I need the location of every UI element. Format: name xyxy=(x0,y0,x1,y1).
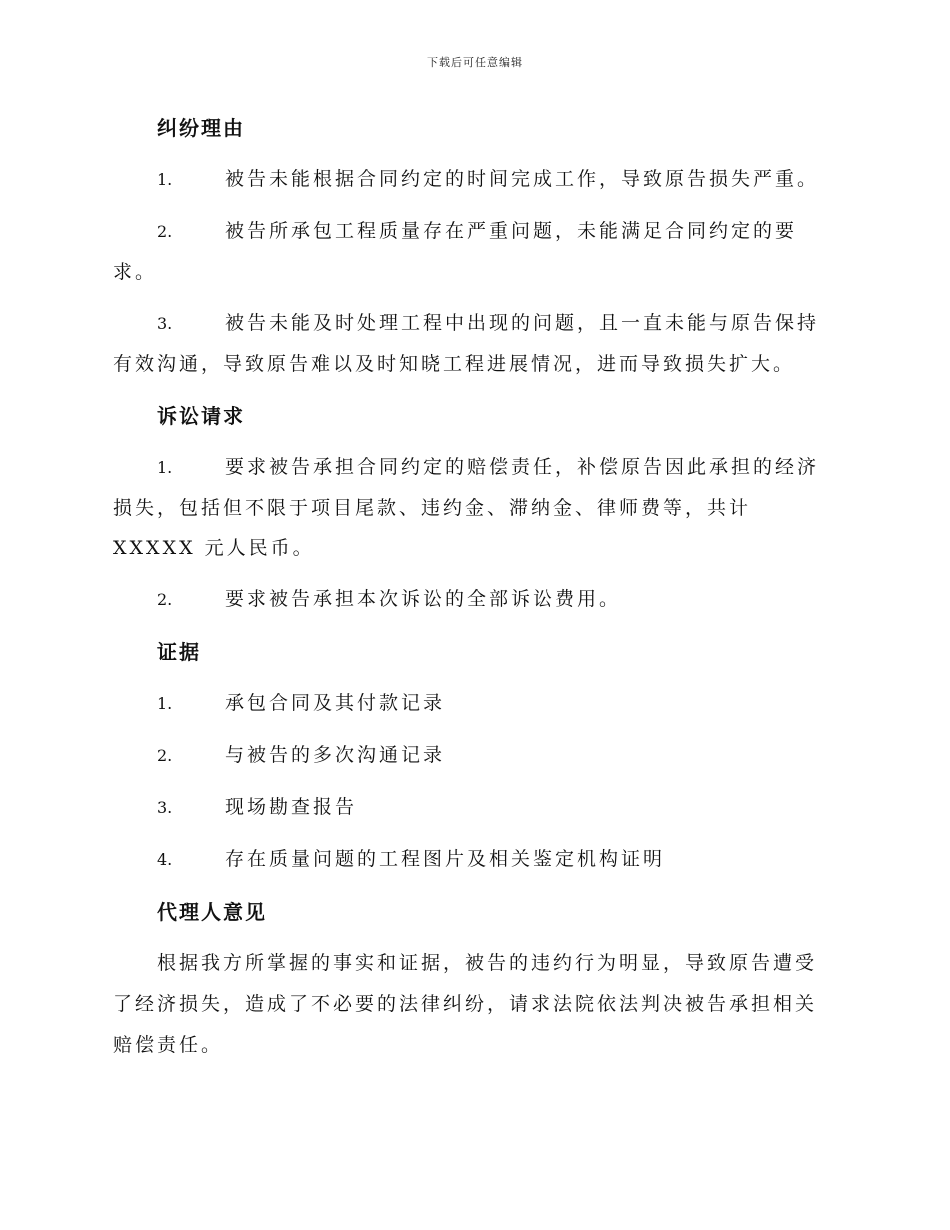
section-agent-opinion xyxy=(113,892,833,1066)
list-item xyxy=(113,787,833,828)
item-text: 被告所承包工程质量存在严重问题，未能满足合同约定的要求。 xyxy=(113,220,798,283)
section-dispute-reasons xyxy=(113,108,833,384)
section-evidence xyxy=(113,632,833,880)
section-heading: 诉讼请求 xyxy=(157,404,245,428)
item-number: 2. xyxy=(157,590,173,609)
document-body xyxy=(113,108,833,1078)
item-number: 4. xyxy=(157,850,173,869)
list-item xyxy=(113,683,833,724)
list-item xyxy=(113,303,833,384)
header-note: 下载后可任意编辑 xyxy=(427,56,523,69)
section-litigation-requests xyxy=(113,396,833,620)
section-heading: 代理人意见 xyxy=(157,900,267,924)
item-text: 与被告的多次沟通记录 xyxy=(225,744,446,766)
section-heading: 证据 xyxy=(157,640,201,664)
item-text: 承包合同及其付款记录 xyxy=(225,692,446,714)
list-item xyxy=(113,211,833,292)
item-number: 1. xyxy=(157,694,173,713)
item-number: 1. xyxy=(157,170,173,189)
item-number: 1. xyxy=(157,458,173,477)
item-text: 现场勘查报告 xyxy=(225,796,358,818)
item-text: 存在质量问题的工程图片及相关鉴定机构证明 xyxy=(225,848,666,870)
list-item xyxy=(113,735,833,776)
section-heading: 纠纷理由 xyxy=(157,116,245,140)
item-number: 3. xyxy=(157,314,173,333)
item-number: 3. xyxy=(157,798,173,817)
list-item xyxy=(113,447,833,568)
list-item xyxy=(113,839,833,880)
item-text: 被告未能根据合同约定的时间完成工作，导致原告损失严重。 xyxy=(225,168,820,190)
list-item xyxy=(113,579,833,620)
item-text: 要求被告承担合同约定的赔偿责任，补偿原告因此承担的经济损失，包括但不限于项目尾款、违约金、滞纳金、律师费等，共计 XXXXX 元人民币。 xyxy=(113,456,820,559)
item-number: 2. xyxy=(157,746,173,765)
list-item xyxy=(113,159,833,200)
opinion-paragraph: 根据我方所掌握的事实和证据，被告的违约行为明显，导致原告遭受了经济损失，造成了不必要的法律纠纷，请求法院依法判决被告承担相关赔偿责任。 xyxy=(113,952,818,1056)
item-text: 被告未能及时处理工程中出现的问题，且一直未能与原告保持有效沟通，导致原告难以及时知晓工程进展情况，进而导致损失扩大。 xyxy=(113,312,820,375)
item-text: 要求被告承担本次诉讼的全部诉讼费用。 xyxy=(225,588,622,610)
item-number: 2. xyxy=(157,222,173,241)
